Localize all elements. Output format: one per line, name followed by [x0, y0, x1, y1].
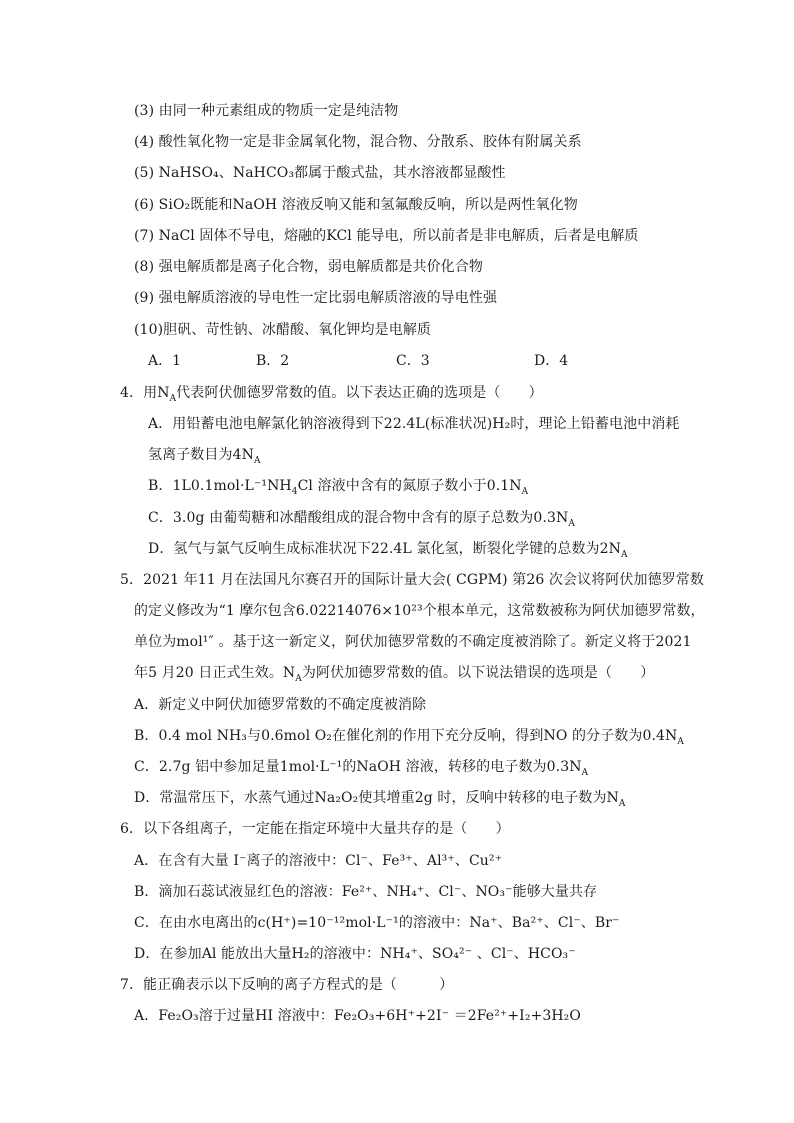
q3-item-10: (10)胆矾、苛性钠、冰醋酸、氧化钾均是电解质 [134, 322, 432, 338]
q5-stem-line1: 5．2021 年11 月在法国凡尔赛召开的国际计量大会( CGPM) 第26 次会议将阿伏加德罗常数 [120, 572, 704, 588]
q3-option-c: C．3 [396, 353, 430, 369]
q3-item-6: (6) SiO₂既能和NaOH 溶液反响又能和氢氟酸反响，所以是两性氧化物 [134, 197, 578, 213]
q5-stem-line4: 年5 月20 日正式生效。$N_A$为阿伏加德罗常数的值。以下说法错误的选项是（ ） [134, 665, 655, 684]
q5-stem-line2: 的定义修改为“1 摩尔包含6.02214076×10²³个根本单元，这常数被称为阿伏加德罗常数， [134, 603, 705, 619]
q4-option-b: B．$1L0.1mol\cdot L^{-1}NH_4Cl$ 溶液中含有的氮原子数小于$0.1N_A$ [148, 478, 529, 497]
q5-option-a: A．新定义中阿伏加德罗常数的不确定度被消除 [134, 697, 427, 713]
q7-option-a: A．Fe₂O₃溶于过量HI 溶液中：Fe₂O₃+6H⁺+2I⁻ ＝2Fe²⁺+I₂+3H₂O [134, 1008, 581, 1024]
q6-option-c: C．在由水电离出的c(H⁺)=10⁻¹²mol·L⁻¹的溶液中：Na⁺、Ba²⁺、Cl⁻、Br⁻ [134, 915, 620, 931]
q5-stem-line3: 单位为mol¹″ 。基于这一新定义，阿伏加德罗常数的不确定度被消除了。新定义将于2021 [134, 634, 692, 650]
q3-option-a: A．1 [148, 353, 182, 369]
q3-item-9: (9) 强电解质溶液的导电性一定比弱电解质溶液的导电性强 [134, 290, 498, 306]
q4-option-d: D．氢气与氯气反响生成标准状况下22.4L 氯化氢，断裂化学键的总数为$2N_A$ [148, 541, 628, 560]
q3-item-4: (4) 酸性氧化物一定是非金属氧化物，混合物、分散系、胶体有附属关系 [134, 134, 582, 150]
q6-stem: 6．以下各组离子，一定能在指定环境中大量共存的是（ ） [120, 821, 510, 837]
q6-option-d: D．在参加Al 能放出大量H₂的溶液中：NH₄⁺、SO₄²⁻ 、Cl⁻、HCO₃⁻ [134, 946, 576, 962]
q3-item-7: (7) NaCl 固体不导电，熔融的KCl 能导电，所以前者是非电解质，后者是电解质 [134, 228, 639, 244]
q3-option-b: B．2 [256, 353, 290, 369]
q3-option-d: D．4 [534, 353, 569, 369]
q5-option-d: D．常温常压下，水蒸气通过Na₂O₂使其增重2g 时，反响中转移的电子数为$N_A$ [134, 790, 626, 809]
q3-item-3: (3) 由同一种元素组成的物质一定是纯洁物 [134, 103, 399, 119]
q3-item-8: (8) 强电解质都是离子化合物，弱电解质都是共价化合物 [134, 259, 483, 275]
q4-option-c: C．3.0g 由葡萄糖和冰醋酸组成的混合物中含有的原子总数为$0.3N_A$ [148, 510, 575, 529]
q6-option-b: B．滴加石蕊试液显红色的溶液：Fe²⁺、NH₄⁺、Cl⁻、NO₃⁻能够大量共存 [134, 884, 598, 900]
q4-option-a-line1: A．用铅蓄电池电解氯化钠溶液得到下22.4L(标准状况)H₂时，理论上铅蓄电池中消耗 [148, 416, 680, 432]
q4-option-a-line2: 氢离子数目为$4N_A$ [148, 447, 261, 466]
q6-option-a: A．在含有大量 I⁻离子的溶液中：Cl⁻、Fe³⁺、Al³⁺、Cu²⁺ [134, 853, 503, 869]
q7-stem: 7．能正确表示以下反响的离子方程式的是（ ） [120, 977, 454, 993]
q5-option-c: C．2.7g 铝中参加足量1mol·L⁻¹的NaOH 溶液，转移的电子数为$0.3N_A$ [134, 759, 589, 778]
q4-stem: 4．用$N_A$代表阿伏伽德罗常数的值。以下表达正确的选项是（ ） [120, 385, 543, 404]
q5-option-b: B．0.4 mol NH₃与0.6mol O₂在催化剂的作用下充分反响，得到NO 的分子数为$0.4N_A$ [134, 728, 684, 747]
q3-item-5: (5) NaHSO₄、NaHCO₃都属于酸式盐，其水溶液都显酸性 [134, 165, 506, 181]
